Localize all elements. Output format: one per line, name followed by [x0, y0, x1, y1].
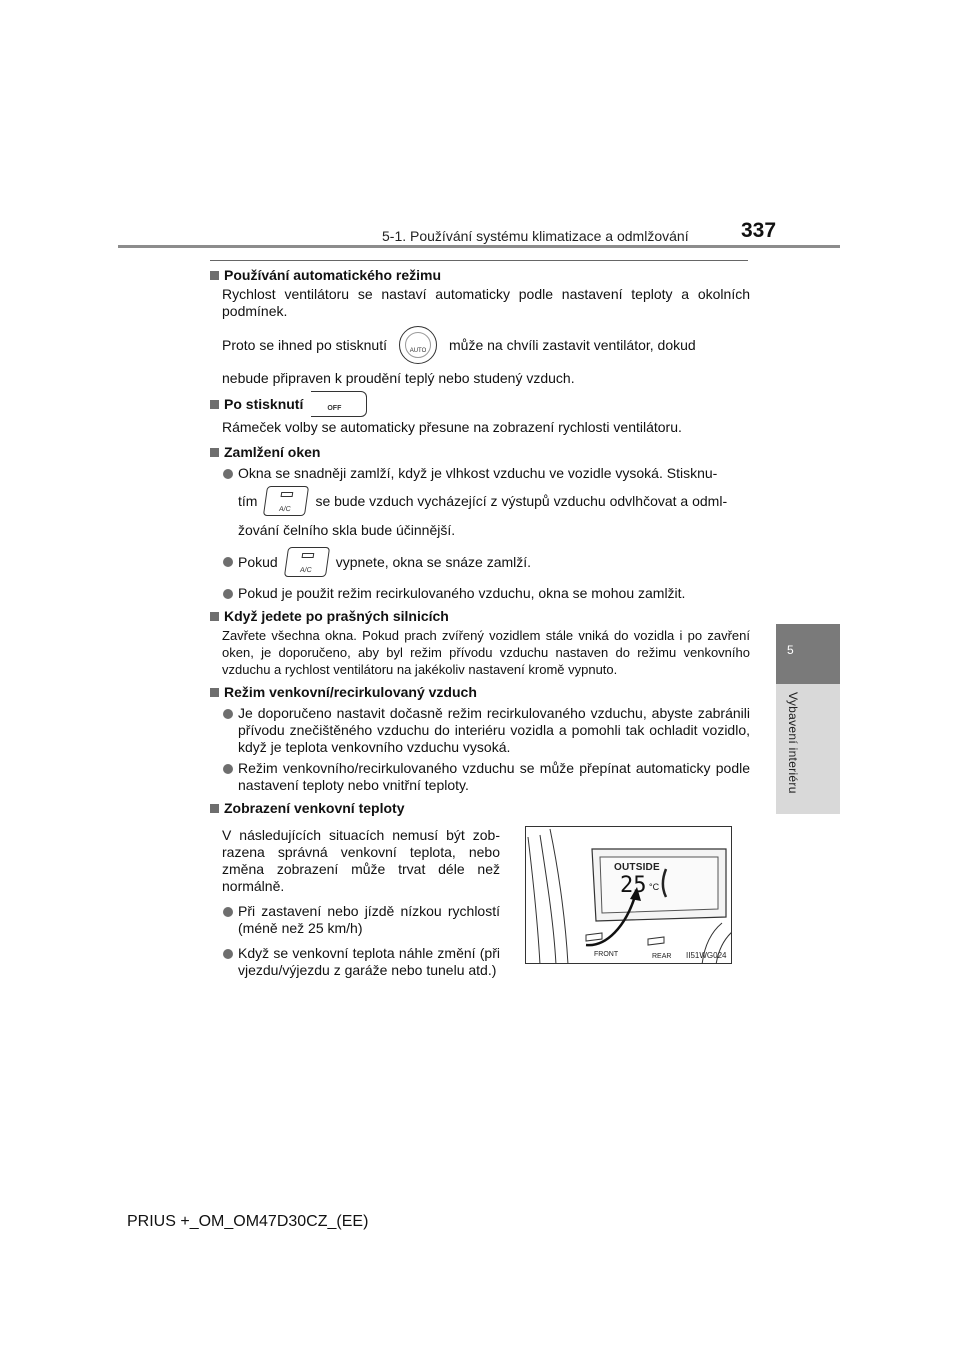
- round-bullet-icon: [223, 589, 233, 599]
- temperature-value: 25: [620, 873, 647, 898]
- chapter-label: Vybavení interiéru: [786, 692, 800, 794]
- outside-temp-display-illustration: [525, 826, 732, 964]
- fogging-text-part: vypnete, okna se snáze zamlží.: [335, 553, 532, 570]
- section-heading-dusty-roads: [210, 608, 750, 625]
- round-bullet-icon: [223, 469, 233, 479]
- section-heading-air-mode: [210, 684, 750, 701]
- fogging-bullet-2-row: [238, 547, 750, 577]
- square-bullet-icon: [210, 400, 219, 409]
- fogging-text-part: Pokud: [238, 553, 278, 570]
- fogging-text-part: se bude vzduch vycházející z výstupů vzduchu odvlhčovat a odml-: [315, 492, 728, 509]
- outside-temp-text: V následujících situacích nemusí být zobrazena správná venkovní teplota, nebo změna zobrazení může trvat déle než normálně.: [222, 827, 500, 894]
- heading-text: Zobrazení venkovní teploty: [224, 800, 405, 816]
- off-icon-label: OFF: [327, 405, 342, 412]
- air-mode-bullet-2-text: Režim venkovního/recirkulovaného vzduchu se může přepínat automaticky podle nastavení teploty nebo vnitřní teploty.: [238, 760, 750, 793]
- fogging-bullet-1-row: [238, 486, 750, 516]
- auto-button-icon: [399, 326, 437, 364]
- outside-label: OUTSIDE: [614, 862, 660, 873]
- round-bullet-icon: [223, 949, 233, 959]
- heading-text: Když jedete po prašných silnicích: [224, 608, 449, 624]
- round-bullet-icon: [223, 709, 233, 719]
- header-divider: [118, 245, 840, 248]
- ac-button-icon: [263, 486, 309, 516]
- fogging-text-part: tím: [238, 492, 258, 509]
- footer-document-code: PRIUS +_OM_OM47D30CZ_(EE): [127, 1213, 369, 1230]
- section-heading-auto-mode: [210, 267, 750, 284]
- temperature-unit: °C: [649, 882, 660, 892]
- round-bullet-icon: [223, 764, 233, 774]
- square-bullet-icon: [210, 271, 219, 280]
- rear-defroster-label: REAR: [652, 953, 672, 960]
- outside-temp-bullet-2-text: Když se venkovní teplota náhle změní (při vjezdu/výjezdu z garáže nebo tunelu atd.): [238, 945, 500, 978]
- heading-text: Zamlžení oken: [224, 444, 321, 460]
- outside-temp-bullet-1-text: Při zastavení nebo jízdě nízkou rychlostí (méně než 25 km/h): [238, 903, 500, 936]
- fan-off-button-icon: [311, 391, 367, 417]
- heading-text: Režim venkovní/recirkulovaný vzduch: [224, 684, 477, 700]
- section-heading-outside-temp: [210, 800, 750, 817]
- outside-temp-text-column: [210, 823, 500, 979]
- round-bullet-icon: [223, 557, 233, 567]
- air-mode-bullet-1: [210, 705, 750, 756]
- chapter-tab: [776, 624, 840, 684]
- content-divider: [210, 260, 748, 261]
- auto-mode-text-part: Proto se ihned po stisknutí: [222, 336, 387, 353]
- auto-mode-text-part: může na chvíli zastavit ventilátor, dokud: [449, 336, 696, 353]
- round-bullet-icon: [223, 907, 233, 917]
- fogging-bullet-1: [210, 465, 750, 539]
- square-bullet-icon: [210, 804, 219, 813]
- section-heading-fogging: [210, 444, 750, 461]
- header-section-title: 5-1. Používání systému klimatizace a odmlžování: [382, 228, 689, 244]
- auto-icon-label: AUTO: [409, 348, 427, 354]
- auto-mode-press-row: [210, 326, 750, 364]
- air-mode-bullet-1-text: Je doporučeno nastavit dočasně režim recirkulovaného vzduchu, abyste zabránili přívodu znečištěného vzduchu do interiéru vozidla a pomohli tak ochladit vozidlo, když je teplota venkovního vzduchu vysoká.: [238, 705, 750, 755]
- auto-mode-text: Rychlost ventilátoru se nastaví automaticky podle nastavení teploty a okolních podmínek.: [222, 286, 750, 319]
- square-bullet-icon: [210, 448, 219, 457]
- outside-temp-bullet-2: [210, 945, 500, 979]
- square-bullet-icon: [210, 612, 219, 621]
- square-bullet-icon: [210, 688, 219, 697]
- fogging-bullet-1-text: Okna se snadněji zamlží, když je vlhkost vzduchu ve vozidle vysoká. Stisknu-: [238, 465, 718, 481]
- fogging-bullet-1-end: žování čelního skla bude účinnější.: [238, 522, 456, 538]
- after-press-text: Rámeček volby se automaticky přesune na zobrazení rychlosti ventilátoru.: [222, 419, 682, 435]
- dusty-roads-text: Zavřete všechna okna. Pokud prach zvířený vozidlem stále vniká do vozidla i po zavření oken, je doporučeno, aby byl režim přívodu vzduchu nastaven do režimu venkovního vzduchu a rychlost ventilátoru na jakékoliv nastavení kromě vypnuto.: [222, 628, 750, 677]
- fogging-bullet-3-text: Pokud je použit režim recirkulovaného vzduchu, okna se mohou zamlžit.: [238, 585, 686, 601]
- chapter-number: 5: [787, 643, 794, 657]
- fogging-bullet-2: [210, 547, 750, 577]
- ac-button-icon: [284, 547, 330, 577]
- ac-icon-label: A/C: [278, 506, 292, 513]
- section-heading-after-press: [210, 391, 750, 417]
- ac-icon-label: A/C: [299, 567, 312, 574]
- heading-text: Po stisknutí: [224, 395, 304, 412]
- front-defroster-label: FRONT: [594, 951, 619, 958]
- air-mode-bullet-2: [210, 760, 750, 794]
- outside-temp-bullet-1: [210, 903, 500, 937]
- auto-mode-text-end: nebude připraven k proudění teplý nebo studený vzduch.: [222, 370, 575, 386]
- figure-code: II51WG024: [686, 951, 727, 960]
- fogging-bullet-3: [210, 585, 750, 602]
- heading-text: Používání automatického režimu: [224, 267, 442, 283]
- page-number: 337: [741, 219, 777, 242]
